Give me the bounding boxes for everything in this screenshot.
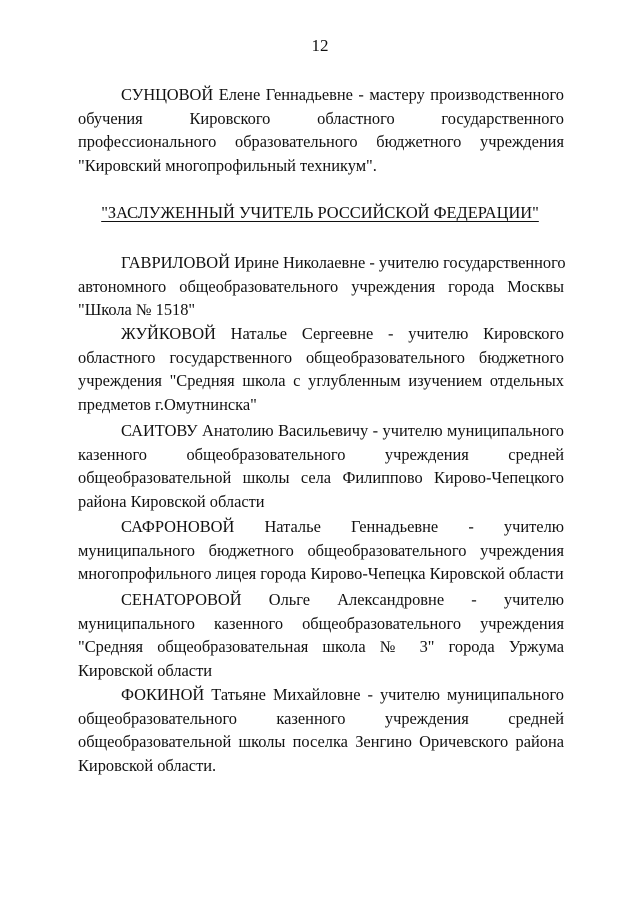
entry-text-line: "Кировский многопрофильный техникум". — [78, 155, 377, 175]
entry-text-line: СЕНАТОРОВОЙ Ольге Александровне - учителю — [121, 590, 564, 609]
entry-text-line: муниципального казенного общеобразовательного учреждения — [78, 613, 564, 633]
award-entry — [78, 419, 564, 513]
entry-text-line: казенного общеобразовательного учреждения средней — [78, 444, 564, 464]
award-entry — [78, 515, 564, 586]
entry-text-line: общеобразовательной школы поселка Зенгино Оричевского района — [78, 732, 564, 751]
entry-text-line: общеобразовательного казенного учреждения средней — [78, 708, 564, 728]
entry-text-line: ЖУЙКОВОЙ Наталье Сергеевне - учителю Кировского — [121, 324, 564, 343]
entry-text-line: ГАВРИЛОВОЙ Ирине Николаевне - учителю государственного — [121, 253, 566, 272]
award-entry — [78, 322, 564, 416]
entry-text-line: ФОКИНОЙ Татьяне Михайловне - учителю муниципального — [121, 685, 564, 704]
award-entry — [78, 588, 564, 682]
entry-text-line: многопрофильного лицея города Кирово-Чепецка Кировской области — [78, 564, 564, 583]
entry-text-line: Кировской области — [78, 660, 212, 680]
entry-text-line: учреждения "Средняя школа с углубленным изучением отдельных — [78, 371, 564, 390]
section-heading: "ЗАСЛУЖЕННЫЙ УЧИТЕЛЬ РОССИЙСКОЙ ФЕДЕРАЦИИ" — [101, 203, 539, 222]
entry-text-line: областного государственного общеобразовательного бюджетного — [78, 347, 564, 367]
entry-text-line: САФРОНОВОЙ Наталье Геннадьевне - учителю — [121, 517, 564, 536]
entry-text-line: Кировской области. — [78, 755, 217, 775]
entry-text-line: автономного общеобразовательного учреждения города Москвы — [78, 276, 564, 296]
entry-text-line: "Школа № 1518" — [78, 300, 196, 319]
page-number: 12 — [311, 36, 329, 55]
entry-text-line: района Кировской области — [78, 491, 265, 511]
entry-text-line: СУНЦОВОЙ Елене Геннадьевне - мастеру производственного — [121, 85, 564, 104]
entry-text-line: обучения Кировского областного государственного — [78, 108, 564, 128]
award-entry — [78, 683, 564, 777]
entry-text-line: САИТОВУ Анатолию Васильевичу - учителю муниципального — [121, 421, 564, 440]
entry-text-line: профессионального образовательного бюджетного учреждения — [78, 132, 564, 151]
award-entry — [78, 83, 564, 177]
entry-text-line: предметов г.Омутнинска" — [78, 394, 257, 414]
award-entry — [78, 251, 564, 322]
entry-text-line: "Средняя общеобразовательная школа № 3" города Уржума — [78, 637, 564, 656]
entry-text-line: общеобразовательной школы села Филиппово Кирово-Чепецкого — [78, 468, 564, 487]
entry-text-line: муниципального бюджетного общеобразовательного учреждения — [78, 540, 564, 560]
